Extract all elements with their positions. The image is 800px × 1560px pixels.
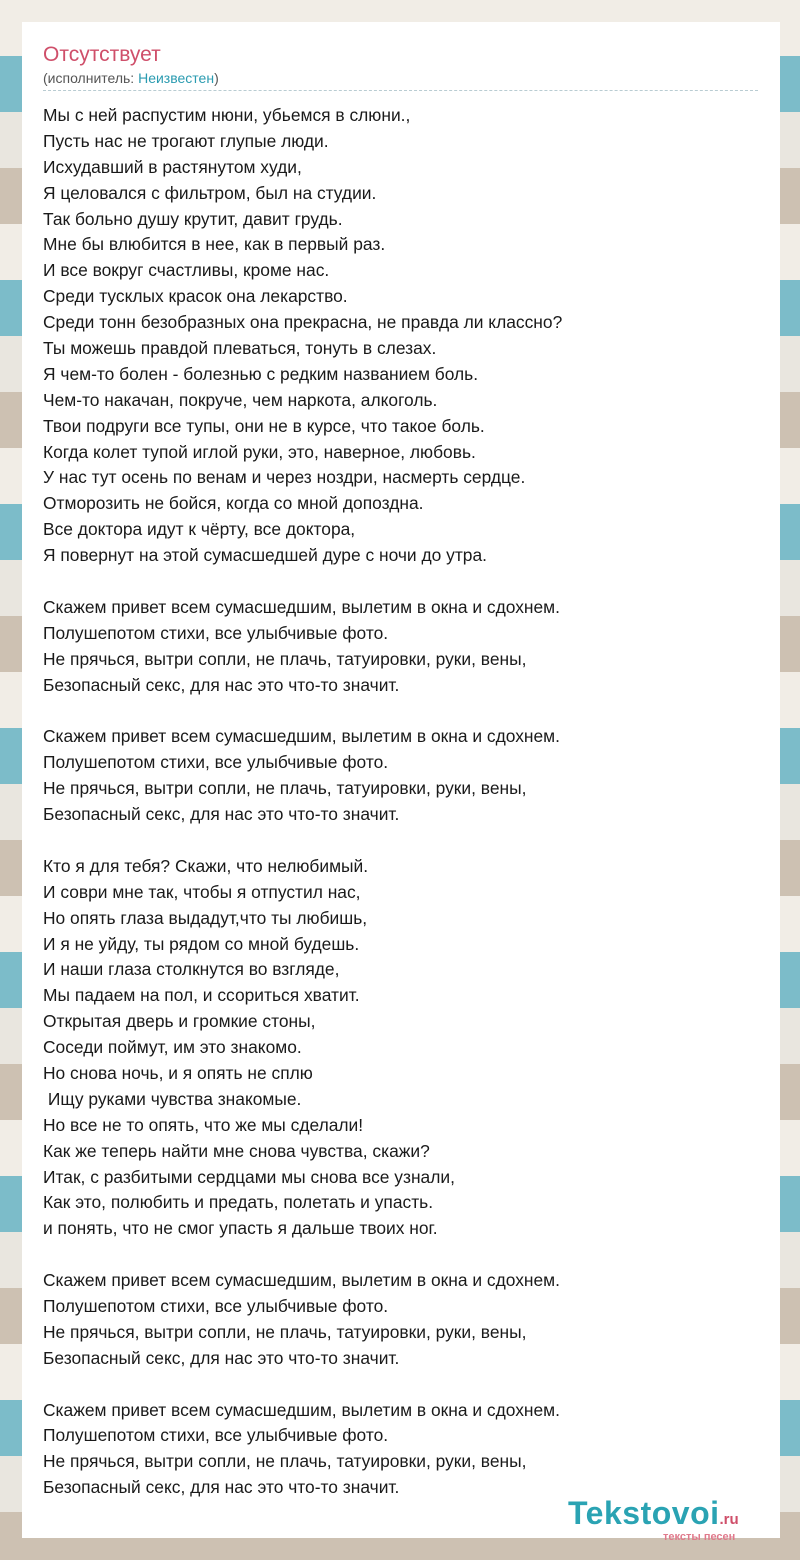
lyric-line: У нас тут осень по венам и через ноздри, насмерть сердце. — [43, 467, 526, 488]
lyric-line: Так больно душу крутит, давит грудь. — [43, 208, 343, 229]
lyric-line: И все вокруг счастливы, кроме нас. — [43, 260, 330, 281]
lyric-line: Исхудавший в растянутом худи, — [43, 156, 302, 177]
lyric-line: Но все не то опять, что же мы сделали! — [43, 1114, 364, 1135]
song-title: Отсутствует — [43, 43, 161, 66]
lyrics-text — [43, 103, 760, 1501]
lyric-line: Скажем привет всем сумасшедшим, вылетим в окна и сдохнем. — [43, 1399, 560, 1420]
lyric-line: Среди тусклых красок она лекарство. — [43, 286, 348, 307]
lyrics-card — [22, 22, 780, 1538]
lyric-line: Полушепотом стихи, все улыбчивые фото. — [43, 1425, 389, 1446]
logo-name: Tekstovoi — [568, 1495, 720, 1531]
lyric-line: Но снова ночь, и я опять не сплю — [43, 1062, 313, 1083]
lyric-line: Я целовался с фильтром, был на студии. — [43, 182, 377, 203]
lyric-line: И я не уйду, ты рядом со мной будешь. — [43, 933, 360, 954]
lyric-line: Безопасный секс, для нас это что-то значит. — [43, 1477, 400, 1498]
lyric-line — [43, 828, 760, 854]
lyric-line: Среди тонн безобразных она прекрасна, не правда ли классно? — [43, 312, 563, 333]
lyric-line: Когда колет тупой иглой руки, это, наверное, любовь. — [43, 441, 476, 462]
lyric-line: Я повернут на этой сумасшедшей дуре с ночи до утра. — [43, 545, 487, 566]
logo-tld: .ru — [719, 1511, 739, 1528]
performer-prefix: (исполнитель: — [43, 70, 139, 86]
lyric-line: Итак, с разбитыми сердцами мы снова все узнали, — [43, 1166, 455, 1187]
lyric-line: Не прячься, вытри сопли, не плачь, татуировки, руки, вены, — [43, 648, 527, 669]
lyric-line: Полушепотом стихи, все улыбчивые фото. — [43, 622, 389, 643]
lyric-line — [43, 1372, 760, 1398]
lyric-line: Безопасный секс, для нас это что-то значит. — [43, 1347, 400, 1368]
lyric-line: Чем-то накачан, покруче, чем наркота, алкоголь. — [43, 389, 438, 410]
lyric-line: И соври мне так, чтобы я отпустил нас, — [43, 881, 361, 902]
lyric-line: Мы с ней распустим нюни, убьемся в слюни., — [43, 105, 411, 125]
lyric-line: Полушепотом стихи, все улыбчивые фото. — [43, 752, 389, 773]
performer-suffix: ) — [214, 70, 219, 86]
lyric-line: Ты можешь правдой плеваться, тонуть в слезах. — [43, 338, 437, 359]
site-logo[interactable] — [568, 1495, 778, 1543]
lyric-line: Отморозить не бойся, когда со мной допоздна. — [43, 493, 424, 514]
lyric-line: Ищу руками чувства знакомые. — [43, 1088, 302, 1109]
lyric-line: Как это, полюбить и предать, полетать и упасть. — [43, 1192, 434, 1213]
lyric-line: Я чем-то болен - болезнью с редким названием боль. — [43, 363, 479, 384]
lyric-line: Не прячься, вытри сопли, не плачь, татуировки, руки, вены, — [43, 1321, 527, 1342]
lyric-line: Все доктора идут к чёрту, все доктора, — [43, 519, 356, 540]
lyric-line: Скажем привет всем сумасшедшим, вылетим в окна и сдохнем. — [43, 726, 560, 747]
performer-link[interactable]: Неизвестен — [138, 70, 215, 86]
lyric-line: Мне бы влюбится в нее, как в первый раз. — [43, 234, 386, 255]
lyric-line — [43, 569, 760, 595]
lyric-line: Скажем привет всем сумасшедшим, вылетим в окна и сдохнем. — [43, 1270, 560, 1291]
lyric-line: Открытая дверь и громкие стоны, — [43, 1011, 316, 1032]
lyric-line — [43, 698, 760, 724]
lyric-line: Мы падаем на пол, и ссориться хватит. — [43, 985, 360, 1006]
lyric-line: Но опять глаза выдадут,что ты любишь, — [43, 907, 368, 928]
lyric-line: Пусть нас не трогают глупые люди. — [43, 130, 329, 151]
lyric-line: Не прячься, вытри сопли, не плачь, татуировки, руки, вены, — [43, 1451, 527, 1472]
lyric-line: Соседи поймут, им это знакомо. — [43, 1037, 302, 1058]
lyric-line: Кто я для тебя? Скажи, что нелюбимый. — [43, 855, 369, 876]
lyric-line: Безопасный секс, для нас это что-то значит. — [43, 804, 400, 825]
lyric-line: Твои подруги все тупы, они не в курсе, что такое боль. — [43, 415, 485, 436]
logo-tagline: тексты песен — [663, 1531, 736, 1543]
lyric-line: Не прячься, вытри сопли, не плачь, татуировки, руки, вены, — [43, 778, 527, 799]
lyric-line: Полушепотом стихи, все улыбчивые фото. — [43, 1295, 389, 1316]
lyric-line: и понять, что не смог упасть я дальше твоих ног. — [43, 1218, 438, 1239]
lyric-line: Скажем привет всем сумасшедшим, вылетим в окна и сдохнем. — [43, 596, 560, 617]
performer-line — [43, 68, 758, 91]
lyric-line: Безопасный секс, для нас это что-то значит. — [43, 674, 400, 695]
lyric-line: Как же теперь найти мне снова чувства, скажи? — [43, 1140, 430, 1161]
lyric-line — [43, 1242, 760, 1268]
lyric-line: И наши глаза столкнутся во взгляде, — [43, 959, 340, 980]
